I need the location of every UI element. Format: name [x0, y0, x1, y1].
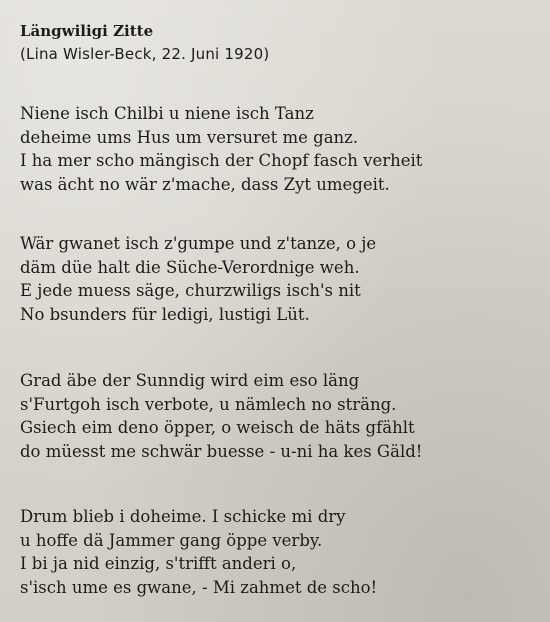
- poem-line: s'Furtgoh isch verbote, u nämlech no sträng.: [20, 394, 397, 414]
- poem-line: Gsiech eim deno öpper, o weisch de häts gfählt: [20, 418, 415, 437]
- stanza-4: [20, 505, 377, 599]
- stanza-1: [20, 102, 422, 196]
- poem-line: deheime ums Hus um versuret me ganz.: [20, 127, 359, 147]
- poem-line: s'isch ume es gwane, - Mi zahmet de scho!: [20, 577, 378, 597]
- poem-line: Niene isch Chilbi u niene isch Tanz: [20, 104, 314, 123]
- poem-title: Längwiligi Zitte: [20, 22, 154, 40]
- stanza-3: [20, 369, 422, 463]
- poem-line: Drum blieb i doheime. I schicke mi dry: [20, 507, 346, 526]
- poem-line: I bi ja nid einzig, s'trifft anderi o,: [20, 554, 297, 573]
- poem-line: Wär gwanet isch z'gumpe und z'tanze, o je: [20, 234, 377, 253]
- poem-line: E jede muess säge, churzwiligs isch's nit: [20, 281, 361, 300]
- poem-line: No bsunders für ledigi, lustigi Lüt.: [20, 304, 310, 324]
- poem-line: Grad äbe der Sunndig wird eim eso läng: [20, 371, 360, 390]
- stanza-2: [20, 232, 376, 326]
- poem-line: was ächt no wär z'mache, dass Zyt umegeit.: [20, 174, 390, 194]
- poem-byline: (Lina Wisler-Beck, 22. Juni 1920): [20, 45, 270, 63]
- poem-line: u hoffe dä Jammer gang öppe verby.: [20, 530, 323, 550]
- poem-line: däm düe halt die Süche-Verordnige weh.: [20, 257, 360, 277]
- poem-line: I ha mer scho mängisch der Chopf fasch verheit: [20, 151, 423, 170]
- poem-line: do müesst me schwär buesse - u-ni ha kes Gäld!: [20, 441, 423, 461]
